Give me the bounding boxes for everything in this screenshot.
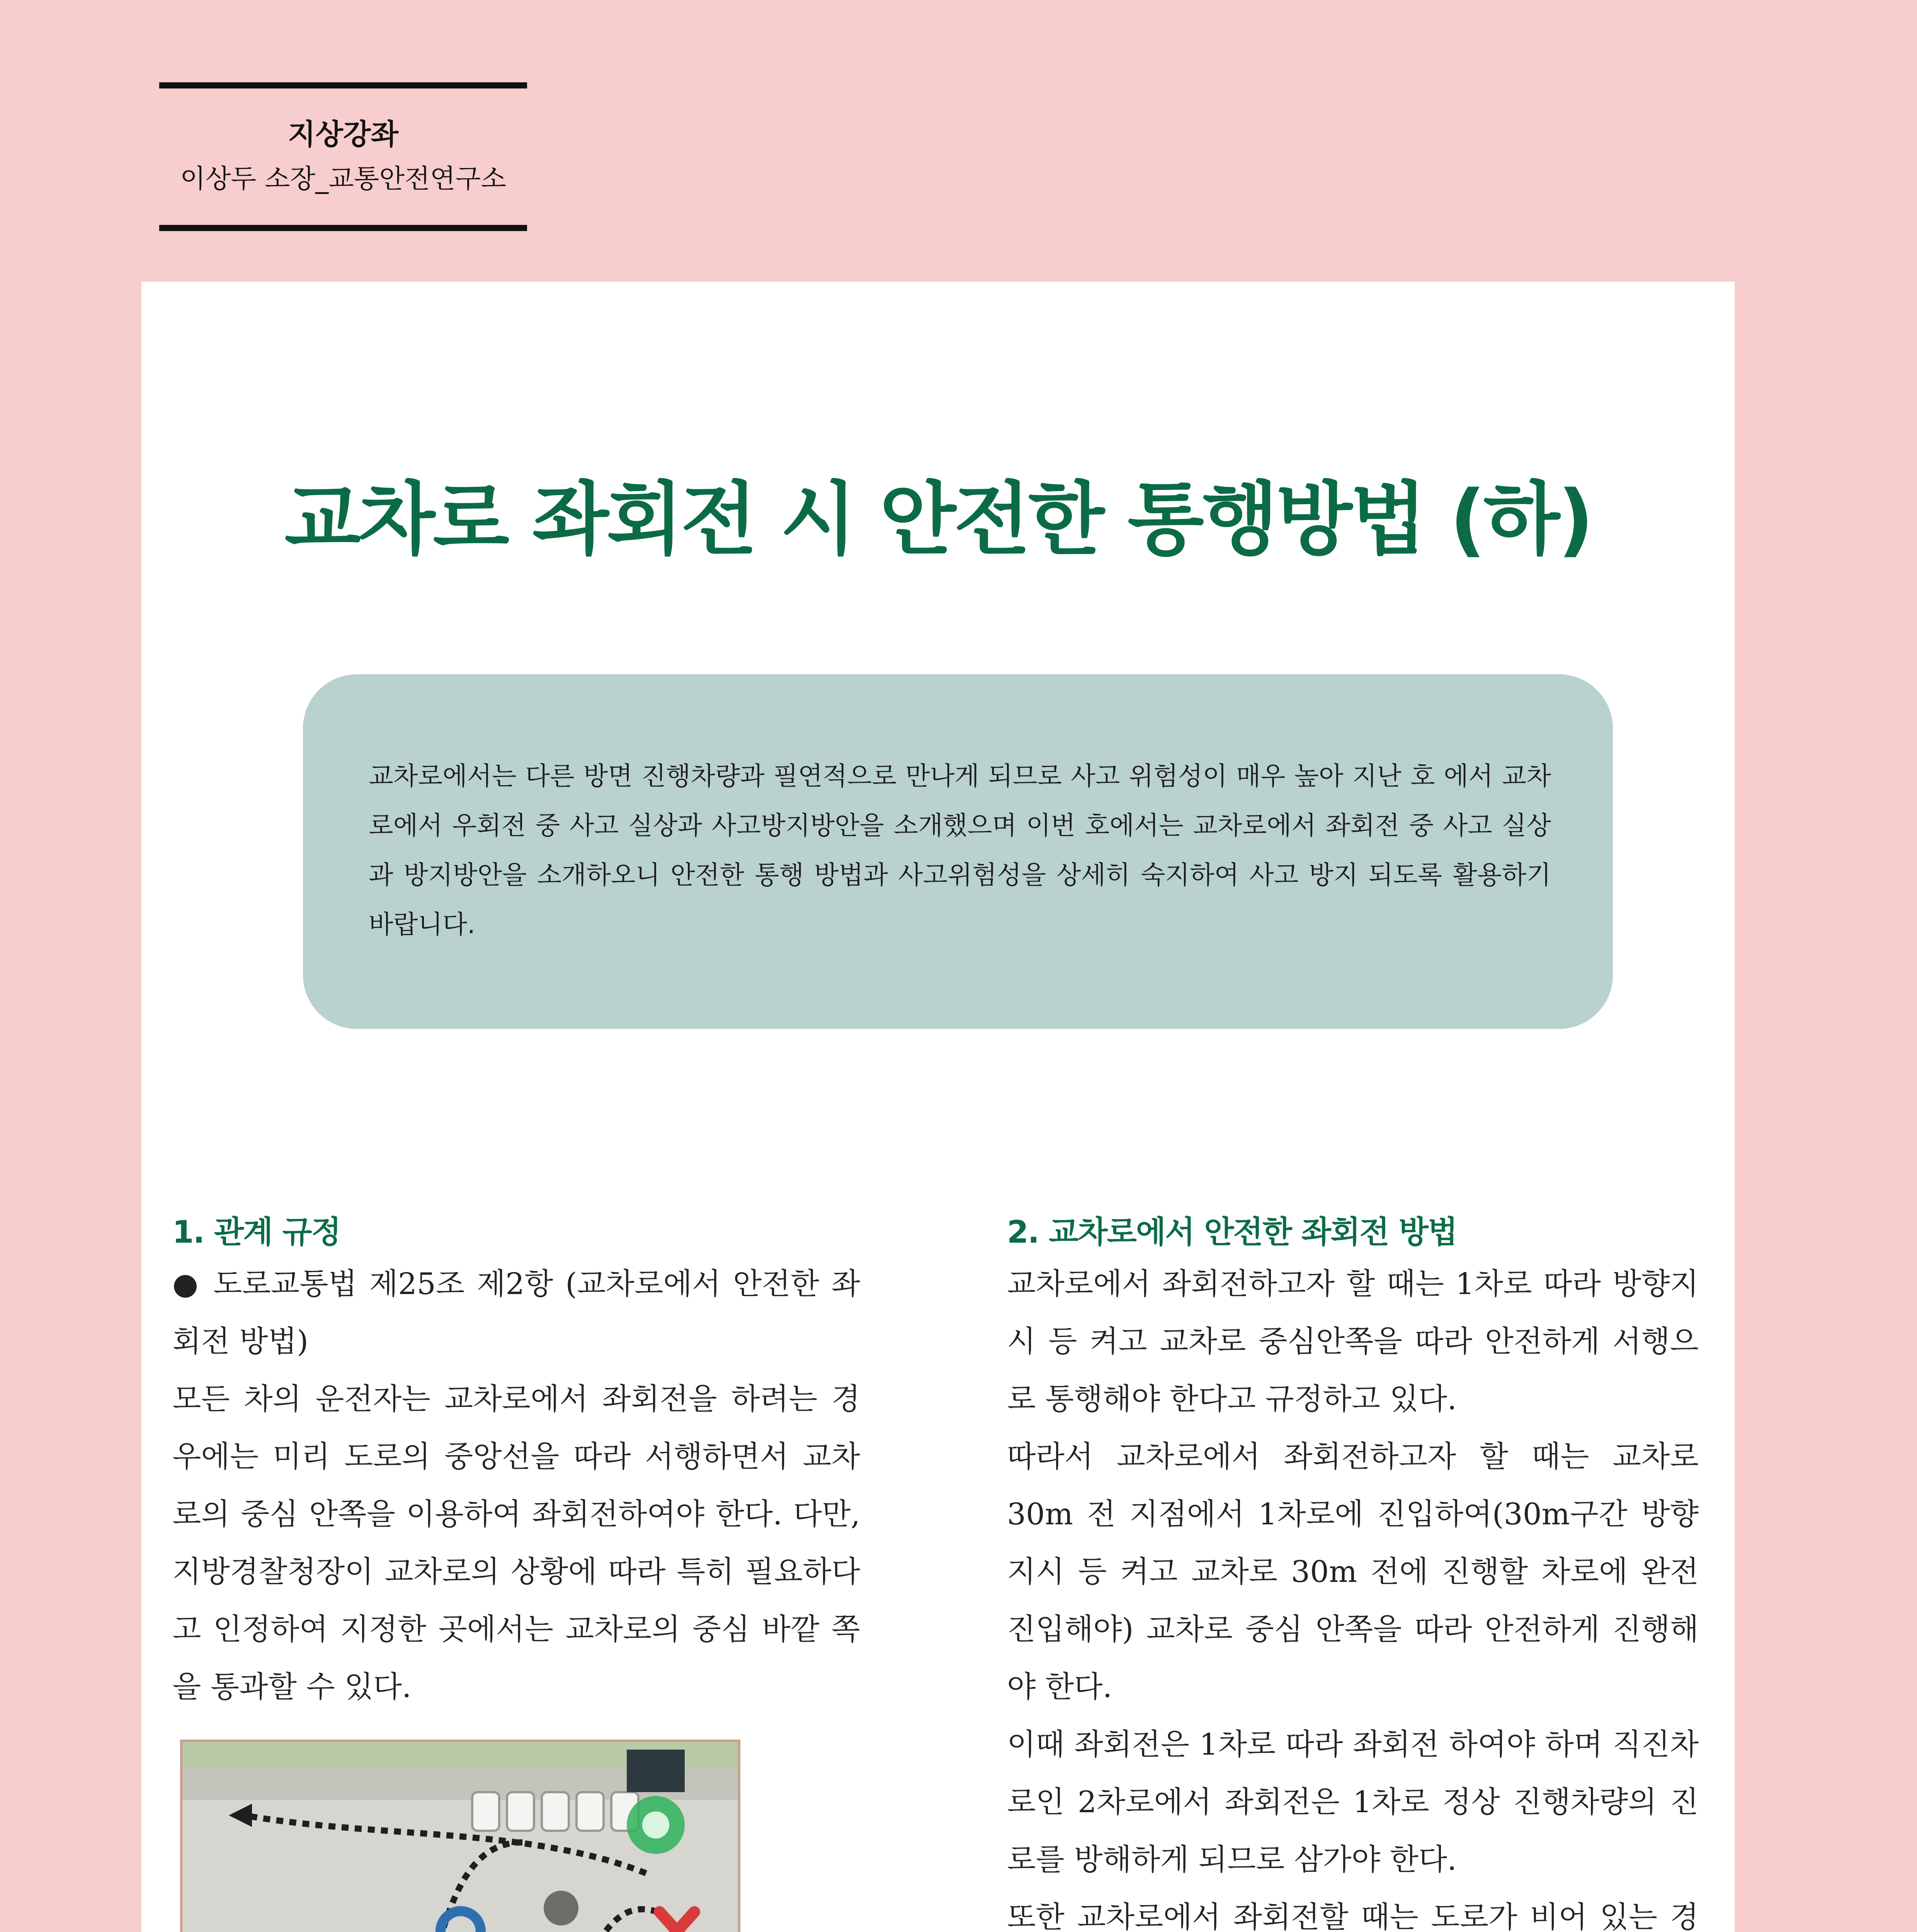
intersection-illustration	[180, 1740, 740, 1932]
law-reference: ● 도로교통법 제25조 제2항 (교차로에서 안전한 좌회전 방법)	[172, 1267, 860, 1359]
article-title: 교차로 좌회전 시 안전한 통행방법 (하)	[284, 474, 1592, 566]
section-2-paragraph: 따라서 교차로에서 좌회전하고자 할 때는 교차로 30m 전 지점에서 1차로에 진입하여(30m구간 방향지시 등 켜고 교차로 30m 전에 진행할 차로에 완전 진입해야) 교차로 중심 안쪽을 따라 안전하게 진행해야 한다.	[1007, 1440, 1699, 1704]
author-line: 이상두 소장_교통안전연구소	[180, 164, 506, 194]
section-2-paragraph: 교차로에서 좌회전하고자 할 때는 1차로 따라 방향지시 등 켜고 교차로 중심안쪽을 따라 안전하게 서행으로 통행해야 한다고 규정하고 있다.	[1007, 1267, 1699, 1417]
left-column	[172, 1209, 860, 1716]
section-2-heading: 2. 교차로에서 안전한 좌회전 방법	[1007, 1214, 1457, 1250]
column-header	[159, 82, 527, 231]
law-text: 모든 차의 운전자는 교차로에서 좌회전을 하려는 경우에는 미리 도로의 중앙선을 따라 서행하면서 교차로의 중심 안쪽을 이용하여 좌회전하여야 한다. 다만, 지방경찰청장이 교차로의 상황에 따라 특히 필요하다고 인정하여 지정한 곳에서는 교차로의 중심 바깥 쪽을 통과할 수 있다.	[172, 1382, 860, 1704]
section-2-paragraph: 이때 좌회전은 1차로 따라 좌회전 하여야 하며 직진차로인 2차로에서 좌회전은 1차로 정상 진행차량의 진로를 방해하게 되므로 삼가야 한다.	[1007, 1728, 1699, 1877]
section-2-paragraph: 또한 교차로에서 좌회전할 때는 도로가 비어 있는 경	[1007, 1900, 1699, 1932]
section-2-body	[1007, 1255, 1699, 1932]
right-column	[1007, 1209, 1699, 1932]
intro-box	[303, 674, 1613, 1029]
article-card	[141, 282, 1735, 1932]
column-name: 지상강좌	[288, 118, 398, 151]
intro-text: 교차로에서는 다른 방면 진행차량과 필연적으로 만나게 되므로 사고 위험성이 매우 높아 지난 호 에서 교차로에서 우회전 중 사고 실상과 사고방지방안을 소개했으며 이번 호에서는 교차로에서 좌회전 중 사고 실상과 방지방안을 소개하오니 안전한 통행 방법과 사고위험성을 상세히 숙지하여 사고 방지 되도록 활용하기 바랍니다.	[369, 761, 1551, 939]
section-1-body	[172, 1255, 860, 1716]
section-1-heading: 1. 관계 규정	[172, 1214, 340, 1250]
